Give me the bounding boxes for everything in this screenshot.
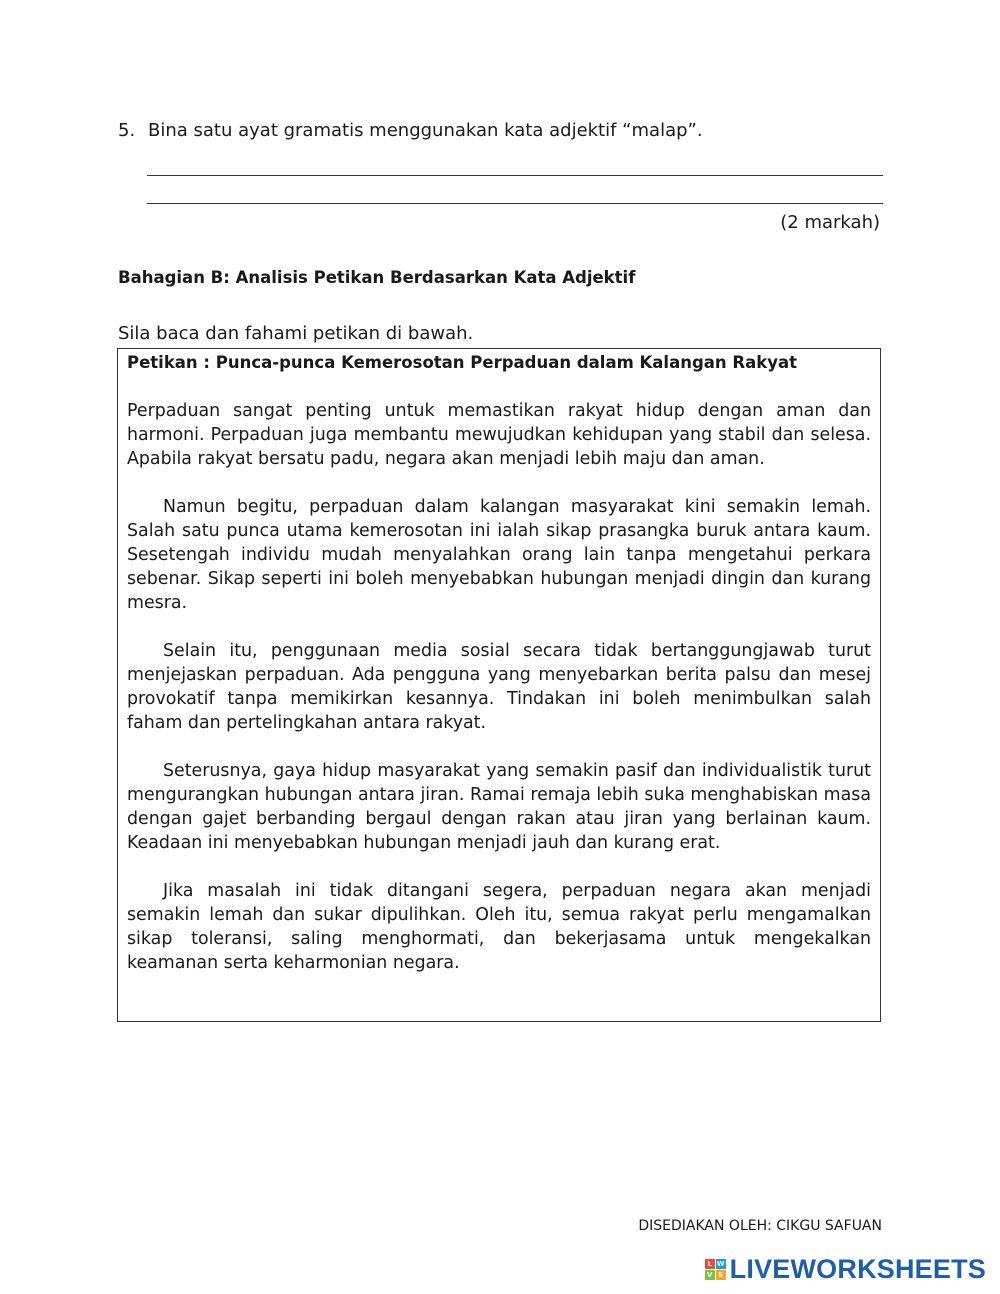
logo-cell-l: L (705, 1259, 715, 1269)
section-b-instruction: Sila baca dan fahami petikan di bawah. (118, 323, 474, 344)
section-b-title: Bahagian B: Analisis Petikan Berdasarkan Kata Adjektif (118, 268, 636, 287)
logo-cell-s: S (716, 1270, 726, 1280)
passage-title: Petikan : Punca-punca Kemerosotan Perpaduan dalam Kalangan Rakyat (127, 353, 797, 372)
brand-name: LIVEWORKSHEETS (729, 1254, 986, 1284)
question-number: 5. (118, 120, 136, 141)
marks-label: (2 markah) (780, 212, 880, 233)
liveworksheets-brand (705, 1254, 986, 1284)
passage-paragraph: Namun begitu, perpaduan dalam kalangan masyarakat kini semakin lemah. Salah satu punca utama kemerosotan ini ialah sikap prasangka buruk antara kaum. Sesetengah individu mudah menyalahkan orang lain tanpa mengetahui perkara sebenar. Sikap seperti ini boleh menyebabkan hubungan menjadi dingin dan kurang mesra. (127, 497, 871, 613)
passage-box (117, 348, 881, 1022)
logo-cell-w: W (716, 1259, 725, 1268)
question-text: Bina satu ayat gramatis menggunakan kata adjektif “malap”. (148, 120, 703, 141)
passage-paragraph: Jika masalah ini tidak ditangani segera, perpaduan negara akan menjadi semakin lemah dan sukar dipulihkan. Oleh itu, semua rakyat perlu mengamalkan sikap toleransi, saling menghormati, dan bekerjasama untuk mengekalkan keamanan serta keharmonian negara. (127, 881, 871, 973)
footer-credit: DISEDIAKAN OLEH: CIKGU SAFUAN (638, 1218, 882, 1234)
passage-paragraph: Seterusnya, gaya hidup masyarakat yang semakin pasif dan individualistik turut mengurangkan hubungan antara jiran. Ramai remaja lebih suka menghabiskan masa dengan gajet berbanding bergaul dengan rakan atau jiran yang berlainan kaum. Keadaan ini menyebabkan hubungan menjadi jauh dan kurang erat. (127, 761, 871, 853)
answer-line-2[interactable] (147, 203, 883, 204)
answer-line-1[interactable] (147, 175, 883, 176)
passage-paragraph: Perpaduan sangat penting untuk memastikan rakyat hidup dengan aman dan harmoni. Perpaduan juga membantu mewujudkan kehidupan yang stabil dan selesa. Apabila rakyat bersatu padu, negara akan menjadi lebih maju dan aman. (127, 401, 871, 469)
passage-paragraph: Selain itu, penggunaan media sosial secara tidak bertanggungjawab turut menjejaskan perpaduan. Ada pengguna yang menyebarkan berita palsu dan mesej provokatif tanpa memikirkan kesannya. Tindakan ini boleh menimbulkan salah faham dan pertelingkahan antara rakyat. (127, 641, 871, 733)
liveworksheets-logo-icon (705, 1259, 726, 1280)
logo-cell-v: V (705, 1270, 715, 1280)
question-5 (118, 118, 703, 144)
